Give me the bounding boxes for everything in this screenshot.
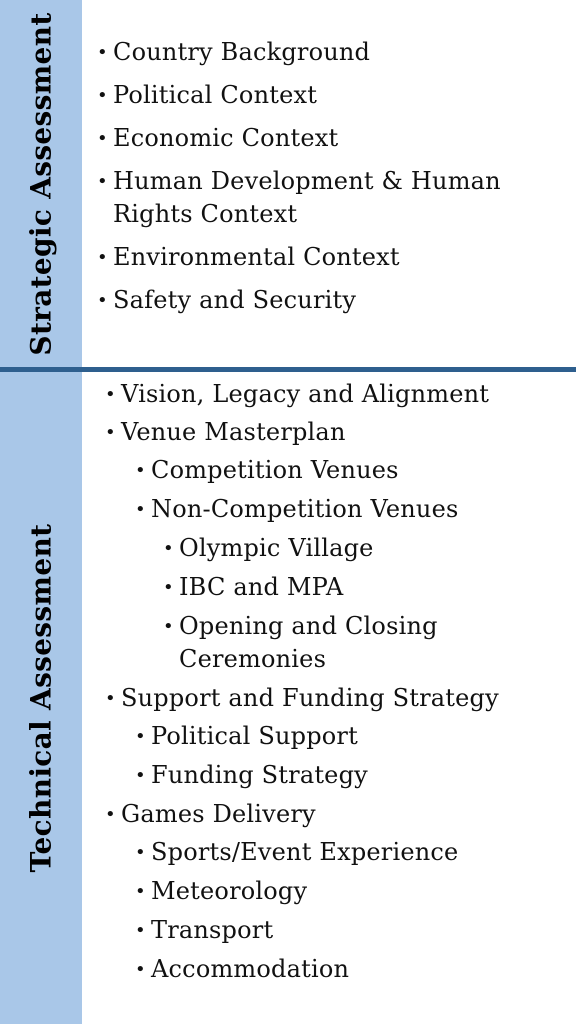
list-item: • Safety and Security: [97, 284, 567, 317]
list-item: • Political Context: [97, 79, 567, 112]
bullet: •: [163, 538, 174, 559]
bullet: •: [135, 959, 146, 980]
list-item: • Sports/Event Experience: [135, 836, 567, 869]
list-item: • Competition Venues: [135, 454, 567, 487]
bullet: •: [135, 920, 146, 941]
bullet: •: [163, 616, 174, 637]
bullet: •: [163, 577, 174, 598]
technical-assessment-list: [105, 378, 567, 992]
list-item: • Economic Context: [97, 122, 567, 155]
strategic-assessment-sidebar: [0, 0, 82, 368]
bullet: •: [135, 842, 146, 863]
bullet: •: [105, 804, 116, 825]
bullet: •: [97, 290, 108, 311]
list-item: • Funding Strategy: [135, 759, 567, 792]
bullet: •: [97, 247, 108, 268]
list-item: • Olympic Village: [163, 532, 567, 565]
bullet: •: [105, 688, 116, 709]
list-item: • IBC and MPA: [163, 571, 567, 604]
list-item: • Country Background: [97, 36, 567, 69]
bullet: •: [97, 128, 108, 149]
bullet: •: [135, 726, 146, 747]
bullet: •: [105, 384, 116, 405]
bullet: •: [135, 499, 146, 520]
bullet: •: [135, 460, 146, 481]
bullet: •: [97, 85, 108, 106]
list-item: • Opening and Closing Ceremonies: [163, 612, 438, 673]
list-item: • Support and Funding Strategy: [105, 682, 567, 715]
list-item: • Games Delivery: [105, 798, 567, 831]
list-item: • Meteorology: [135, 875, 567, 908]
list-item: • Transport: [135, 914, 567, 947]
technical-assessment-label: Technical Assessment: [24, 523, 58, 873]
bullet: •: [97, 171, 108, 192]
bullet: •: [135, 765, 146, 786]
list-item: • Human Development & Human Rights Context: [97, 167, 501, 228]
bullet: •: [105, 422, 116, 443]
list-item: • Political Support: [135, 720, 567, 753]
list-item: • Vision, Legacy and Alignment: [105, 378, 567, 411]
technical-assessment-sidebar: [0, 372, 82, 1024]
strategic-assessment-list: [97, 36, 567, 327]
list-item: • Environmental Context: [97, 241, 567, 274]
section-divider: [0, 367, 576, 372]
strategic-assessment-label: Strategic Assessment: [24, 12, 58, 356]
bullet: •: [135, 881, 146, 902]
list-item: • Accommodation: [135, 953, 567, 986]
bullet: •: [97, 42, 108, 63]
list-item: • Non-Competition Venues: [135, 493, 567, 526]
list-item: • Venue Masterplan: [105, 416, 567, 449]
